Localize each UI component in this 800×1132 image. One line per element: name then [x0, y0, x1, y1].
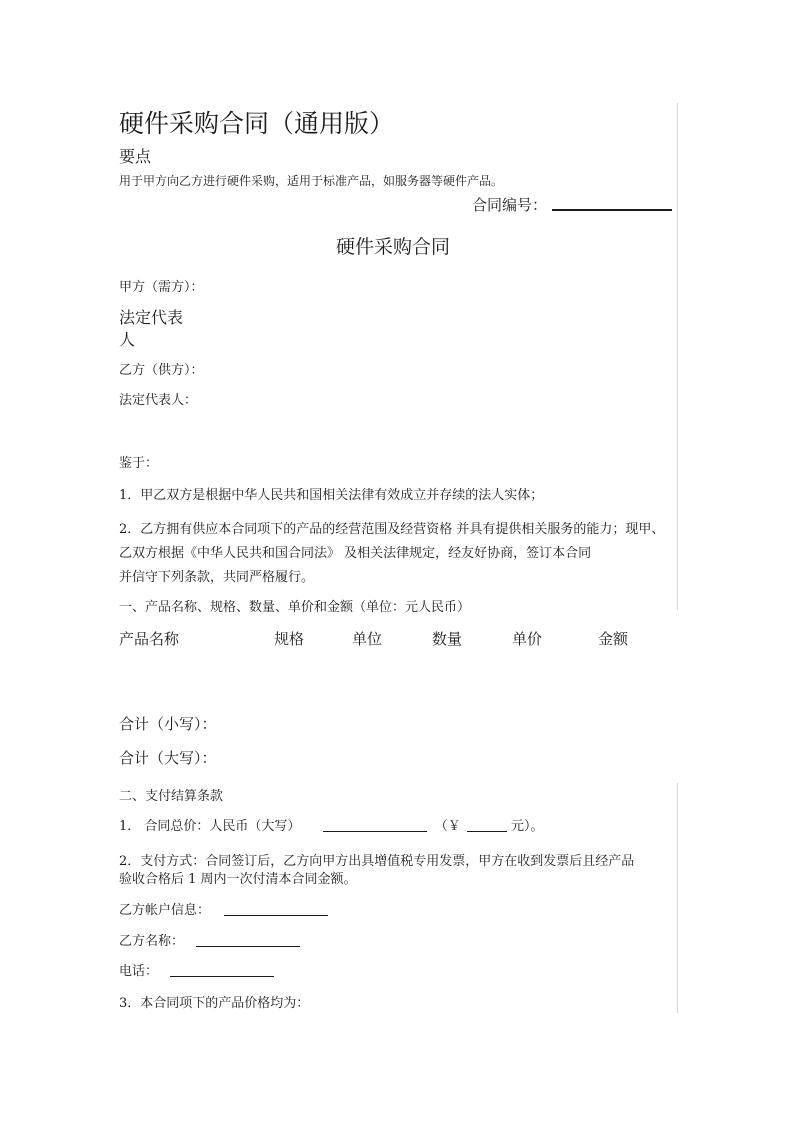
clause-2-line2: 乙双方根据《中华人民共和国合同法》 及相关法律规定，经友好协商，签订本合同 — [119, 546, 592, 561]
total-upper-label: 合计（大写）： — [119, 749, 217, 767]
key-points-heading: 要点 — [119, 147, 152, 166]
party-b-name-row — [119, 930, 300, 949]
whereas-label: 鉴于： — [119, 456, 159, 471]
payment-total-upper-blank — [323, 830, 427, 832]
party-a-label: 甲方（需方）： — [119, 280, 204, 295]
contract-no-underline — [552, 209, 672, 211]
table-header-product-name: 产品名称 — [119, 630, 180, 648]
party-b-name-blank — [196, 945, 300, 947]
party-b-label: 乙方（供方）： — [119, 363, 204, 378]
clause-2-line1: 2．乙方拥有供应本合同项下的产品的经营范围及经营资格 并具有提供相关服务的能力；现甲、 — [119, 522, 665, 537]
document-title: 硬件采购合同 — [336, 236, 451, 258]
payment-total-end: 元）。 — [510, 819, 544, 834]
contract-no-label: 合同编号： — [472, 196, 548, 214]
clause-2-line3: 并信守下列条款，共同严格履行。 — [119, 570, 315, 585]
key-points-text: 用于甲方向乙方进行硬件采购，适用于标准产品，如服务器等硬件产品。 — [119, 174, 504, 188]
margin-line-bottom — [677, 783, 678, 1013]
table-header-amount: 金额 — [598, 630, 629, 648]
account-info-row — [119, 899, 328, 918]
legal-rep-a-label-line1: 法定代表 — [119, 308, 184, 327]
legal-rep-b-label: 法定代表人： — [119, 393, 198, 408]
payment-total-yen-blank — [467, 830, 507, 832]
payment-clause-1 — [119, 815, 544, 834]
phone-label: 电话： — [119, 964, 159, 979]
payment-total-yen-label: （￥ — [434, 819, 461, 834]
phone-blank — [170, 975, 274, 977]
account-info-blank — [224, 914, 328, 916]
table-header-quantity: 数量 — [432, 630, 463, 648]
margin-line-top — [677, 103, 678, 610]
total-lower-label: 合计（小写）： — [119, 715, 217, 733]
phone-row — [119, 960, 274, 979]
payment-total-label: 1． 合同总价：人民币（大写） — [119, 819, 301, 834]
legal-rep-a-label-line2: 人 — [119, 330, 136, 349]
clause-3: 3．本合同项下的产品价格均为： — [119, 996, 310, 1011]
table-header-unit-price: 单价 — [512, 630, 543, 648]
payment-clause-2-line1: 2．支付方式：合同签订后，乙方向甲方出具增值税专用发票，甲方在收到发票后且经产品 — [119, 854, 635, 869]
account-info-label: 乙方帐户信息： — [119, 903, 211, 918]
clause-1: 1．甲乙双方是根据中华人民共和国相关法律有效成立并存续的法人实体； — [119, 488, 544, 503]
payment-clause-2-line2: 验收合格后 1 周内一次付清本合同金额。 — [119, 872, 357, 887]
section-1-heading: 一、产品名称、规格、数量、单价和金额（单位：元人民币） — [119, 600, 471, 615]
table-header-spec: 规格 — [274, 630, 305, 648]
page-title: 硬件采购合同（通用版） — [119, 109, 395, 138]
party-b-name-label: 乙方名称： — [119, 934, 185, 949]
section-2-heading: 二、支付结算条款 — [119, 789, 224, 804]
table-header-unit: 单位 — [352, 630, 383, 648]
